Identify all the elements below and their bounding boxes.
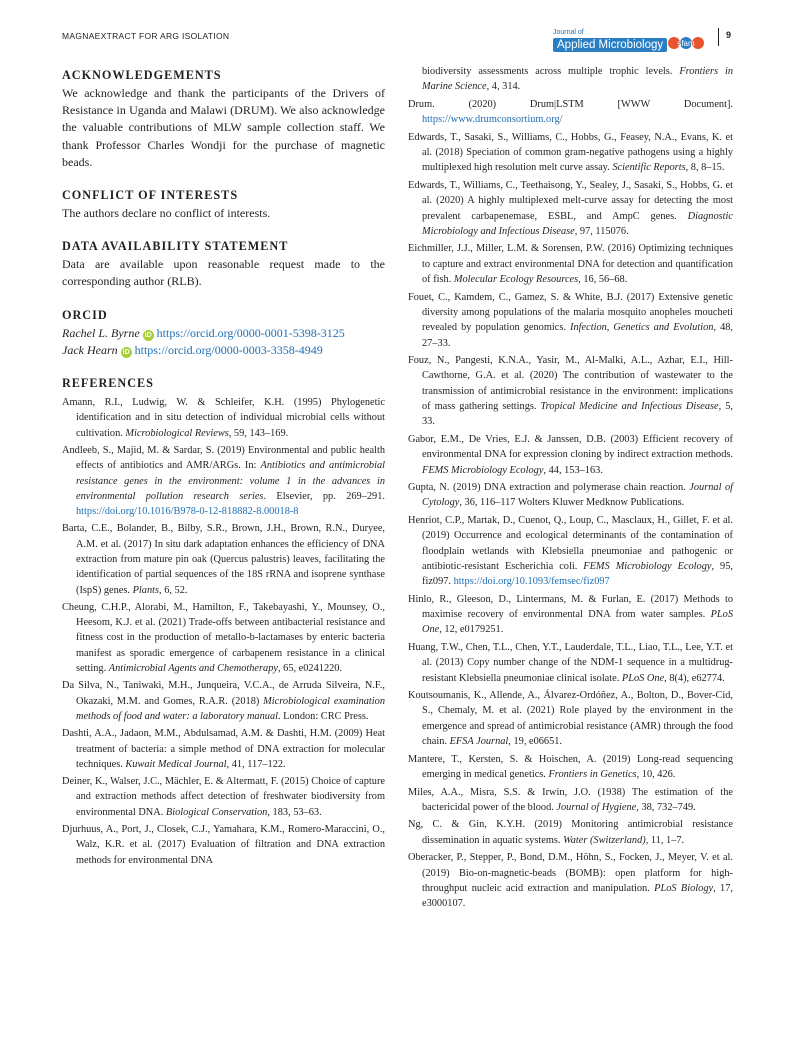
reference-item	[408, 817, 733, 848]
reference-details: , 95, fiz097.	[422, 560, 733, 588]
reference-details: , 48, 27–33.	[422, 322, 734, 349]
reference-item	[408, 592, 733, 638]
reference-journal: PLoS One	[621, 672, 665, 684]
reference-journal: Biological Conservation	[165, 806, 268, 818]
reference-item	[408, 640, 733, 686]
reference-link[interactable]: https://www.drumconsortium.org/	[422, 114, 563, 126]
reference-journal: Frontiers in Marine Science	[422, 66, 733, 93]
reference-text: Fouet, C., Kamdem, C., Gamez, S. & White, B.J. (2017) Extensive genetic diversity among populations of the malaria mosquito anopheles moucheti revealed by population genomics.	[408, 291, 733, 334]
references-heading: REFERENCES	[62, 376, 154, 391]
reference-text: Edwards, T., Williams, C., Teethaisong, Y., Sealey, J., Sasaki, S., Hobbs, G. et al. (2020) A highly multiplexed melt-curve assay for detecting the most prevalent carbapenemase, ESBL, and AmpC genes.	[408, 179, 733, 222]
reference-list-right	[408, 64, 733, 911]
reference-text: Eichmiller, J.J., Miller, L.M. & Sorensen, P.W. (2016) Optimizing techniques to capture and extract environmental DNA for detection and quantification of fish.	[408, 243, 733, 286]
journal-logo-small: Journal of	[553, 29, 584, 36]
reference-details: , 38, 732–749.	[636, 801, 696, 813]
reference-text: Da Silva, N., Taniwaki, M.H., Junqueira, V.C.A., de Arruda Silveira, N.F., Okazaki, M.M. and Gomes, R.A.R. (2018)	[62, 680, 385, 707]
reference-details: , 16, 56–68.	[578, 274, 628, 286]
reference-journal: Microbiological Reviews	[125, 427, 229, 439]
reference-link[interactable]: https://doi.org/10.1016/B978-0-12-818882-8.00018-8	[76, 506, 299, 518]
orcid-entry	[62, 342, 385, 359]
reference-text: Djurhuus, A., Port, J., Closek, C.J., Yamahara, K.M., Romero-Maraccini, O., Walz, K.R. et al. (2017) Evaluation of filtration and DNA extraction methods for environmental DNA	[62, 824, 385, 866]
reference-text: Koutsoumanis, K., Allende, A., Álvarez-Ordóñez, A., Bolton, D., Bover-Cid, S., Chemaly, M. et al. (2021) Role played by the environment in the emergence and spread of antimicrobial resistance (AMR) through the food chain.	[408, 690, 733, 748]
reference-details: . London: CRC Press.	[278, 710, 369, 722]
reference-journal: Frontiers in Genetics	[548, 768, 637, 780]
reference-item	[408, 353, 733, 429]
reference-item	[62, 395, 385, 441]
orcid-link[interactable]: https://orcid.org/0000-0001-5398-3125	[156, 325, 345, 340]
reference-text: Deiner, K., Walser, J.C., Mächler, E. & Altermatt, F. (2015) Choice of capture and extraction methods affect detection of freshwater biodiversity from environmental DNA.	[62, 776, 385, 818]
reference-item	[62, 521, 385, 597]
reference-text: Amann, R.I., Ludwig, W. & Schleifer, K.H. (1995) Phylogenetic identification and in situ detection of individual microbial cells without cultivation.	[62, 397, 385, 439]
orcid-link[interactable]: https://orcid.org/0000-0003-3358-4949	[134, 342, 323, 357]
reference-item	[408, 513, 733, 589]
reference-text: Henriot, C.P., Martak, D., Cuenot, Q., Loup, C., Masclaux, H., Gillet, F. et al. (2019) Occurrence and ecological determinants of the contamination of floodplain wetlands with Klebsiella pneumoniae and pathogenic or antibiotic-resistant Escherichia coli.	[408, 514, 733, 572]
reference-item	[62, 678, 385, 724]
orcid-icon: iD	[144, 331, 152, 339]
sfam-logo-icon	[667, 31, 705, 55]
orcid-heading: ORCID	[62, 307, 108, 322]
reference-journal: PLoS Biology	[654, 882, 714, 894]
orcid-entry	[62, 325, 385, 342]
data-availability-text: Data are available upon reasonable request made to the corresponding author (RLB).	[62, 257, 385, 289]
reference-details: , 41, 117–122.	[226, 758, 286, 770]
reference-details: , 11, 1–7.	[645, 834, 685, 846]
reference-details: . Elsevier, pp. 269–291.	[263, 490, 385, 502]
reference-item	[408, 432, 733, 478]
reference-details: , 5, 33.	[422, 401, 733, 428]
reference-details: , 4, 314.	[486, 81, 521, 93]
reference-text: Barta, C.E., Bolander, B., Bilby, S.R., Brown, J.H., Brown, R.N., Duryee, A.M. et al. (2017) In situ dark adaptation enhances the efficiency of DNA extraction from mature pin oak (Quercus palustris) leaves, facilitating the identification of partial sequences of the 18S rRNA and isoprene synthase (IspS) genes.	[62, 523, 385, 596]
reference-journal: PLoS One	[422, 609, 733, 636]
data-availability-heading: DATA AVAILABILITY STATEMENT	[62, 239, 289, 254]
reference-item	[408, 785, 733, 816]
reference-journal: Tropical Medicine and Infectious Disease	[540, 401, 719, 413]
reference-text: Dashti, A.A., Jadaon, M.M., Abdulsamad, A.M. & Dashti, H.M. (2009) Heat treatment of bacteria: a simple method of DNA extraction for molecular techniques.	[62, 728, 385, 770]
reference-text: Drum. (2020) Drum|LSTM [WWW Document].	[408, 98, 733, 110]
reference-text: biodiversity assessments across multiple trophic levels.	[422, 66, 680, 77]
reference-details: , 44, 153–163.	[543, 464, 603, 476]
reference-details: , 183, 53–63.	[267, 806, 322, 818]
reference-details: , 6, 52.	[159, 584, 188, 596]
reference-text: Huang, T.W., Chen, T.L., Chen, Y.T., Lauderdale, T.L., Liao, T.L., Lee, Y.T. et al. (2013) Copy number change of the NDM-1 sequence in a multidrug-resistant Klebsiella pneumoniae clinical isolate.	[408, 641, 733, 684]
reference-details: , 10, 426.	[636, 768, 676, 780]
reference-item	[408, 850, 733, 911]
left-column	[62, 67, 385, 870]
reference-item	[62, 600, 385, 676]
reference-details: , 8, 8–15.	[685, 162, 725, 174]
running-title: MAGNAEXTRACT FOR ARG ISOLATION	[62, 31, 230, 41]
reference-link[interactable]: https://doi.org/10.1093/femsec/fiz097	[453, 576, 610, 588]
reference-text: Edwards, T., Sasaki, S., Williams, C., Hobbs, G., Feasey, N.A., Evans, K. et al. (2018) Speciation of common gram-negative pathogens using a highly multiplexed high resolution melt curve assay.	[408, 131, 733, 174]
reference-text: Mantere, T., Kersten, S. & Hoischen, A. (2019) Long-read sequencing emerging in medical genetics.	[408, 753, 733, 780]
reference-journal: Molecular Ecology Resources	[453, 274, 579, 286]
conflict-text: The authors declare no conflict of interests.	[62, 206, 271, 221]
reference-item	[408, 290, 733, 351]
reference-item	[408, 178, 733, 239]
orcid-icon: iD	[122, 348, 130, 356]
reference-journal: Plants	[132, 584, 160, 596]
reference-text: Oberacker, P., Stepper, P., Bond, D.M., Höhn, S., Focken, J., Meyer, V. et al. (2019) Bio-on-magnetic-beads (BOMB): open platform for high-throughput nucleic acid extraction and manipulation.	[408, 852, 733, 894]
reference-item	[408, 752, 733, 783]
reference-continuation	[408, 64, 733, 95]
reference-journal: Journal of Cytology	[422, 482, 734, 509]
orcid-author-name: Rachel L. Byrne	[62, 325, 140, 340]
sfam-logo-text: sfam	[677, 39, 695, 48]
reference-details: , 97, 115076.	[574, 225, 629, 237]
journal-logo[interactable]	[549, 27, 709, 57]
reference-details: , 36, 116–117 Wolters Kluwer Medknow Publications.	[459, 497, 685, 509]
reference-text: Andleeb, S., Majid, M. & Sardar, S. (2019) Environmental and public health effects of antibiotics and AMR/ARGs. In:	[62, 444, 385, 472]
reference-text: Gupta, N. (2019) DNA extraction and polymerase chain reaction.	[408, 482, 690, 494]
reference-journal: Diagnostic Microbiology and Infectious Disease	[422, 210, 733, 237]
reference-text: Cheung, C.H.P., Alorabi, M., Hamilton, F., Takebayashi, Y., Mounsey, O., Heesom, K.J. et al. (2021) Trade-offs between antibacterial resistance and fitness cost in the production of metallo-b-lactamases by enteric bacteria manifest as sporadic emergence of carbapenem resistance in a clinical setting.	[62, 601, 385, 675]
journal-logo-title: Applied Microbiology	[553, 38, 667, 52]
reference-item	[62, 443, 385, 519]
reference-item	[408, 241, 733, 287]
reference-journal: Antimicrobial Agents and Chemotherapy	[108, 663, 278, 675]
acknowledgements-text: We acknowledge and thank the participants of the Drivers of Resistance in Uganda and Malawi (DRUM). We also acknowledge the valuable contributions of MLW sample collection staff. We thank Professor Charles Wondji for the purchase of magnetic beads.	[62, 86, 385, 169]
reference-journal: Kuwait Medical Journal	[125, 758, 227, 770]
reference-journal: Infection, Genetics and Evolution	[570, 322, 714, 334]
reference-list-left	[62, 395, 385, 868]
reference-item	[62, 774, 385, 820]
reference-journal: Microbiological examination methods of food and water: a laboratory manual	[76, 695, 385, 722]
reference-details: , 17, e3000107.	[422, 882, 733, 910]
reference-details: , 19, e06651.	[508, 736, 563, 748]
header-divider	[718, 28, 719, 46]
reference-journal: Journal of Hygiene	[556, 801, 637, 813]
reference-text: Gabor, E.M., De Vries, E.J. & Janssen, D.B. (2003) Efficient recovery of environmental DNA for expression cloning by indirect extraction methods.	[408, 433, 733, 461]
page-number: 9	[726, 30, 732, 40]
right-column	[408, 60, 733, 914]
reference-item	[408, 130, 733, 176]
reference-item	[408, 97, 733, 128]
reference-details: , 59, 143–169.	[228, 427, 289, 439]
reference-journal: FEMS Microbiology Ecology	[422, 464, 544, 476]
reference-journal: FEMS Microbiology Ecology	[583, 560, 712, 572]
reference-text: Ng, C. & Gin, K.Y.H. (2019) Monitoring antimicrobial resistance dissemination in aquatic systems.	[408, 819, 733, 846]
reference-item	[408, 688, 733, 749]
reference-details: , 12, e0179251.	[439, 624, 504, 636]
orcid-author-name: Jack Hearn	[62, 342, 118, 357]
reference-journal: Antibiotics and antimicrobial resistance genes in the environment: volume 1 in the advances in environmental pollution research series	[76, 460, 385, 502]
reference-item	[408, 480, 733, 511]
reference-details: , 65, e0241220.	[277, 663, 343, 675]
reference-details: , 8(4), e62774.	[664, 672, 725, 684]
reference-text: Hinlo, R., Gleeson, D., Lintermans, M. & Furlan, E. (2017) Methods to maximise recovery of environmental DNA from water samples.	[408, 593, 733, 621]
reference-text: Fouz, N., Pangesti, K.N.A., Yasir, M., Al-Malki, A.L., Azhar, E.I., Hill-Cawthorne, G.A. et al. (2020) The contribution of wastewater to the transmission of antimicrobial resistance in the environment: implications of mass gathering settings.	[408, 355, 733, 413]
reference-item	[62, 726, 385, 772]
reference-text: Miles, A.A., Misra, S.S. & Irwin, J.O. (1938) The estimation of the bactericidal power of the blood.	[408, 786, 733, 813]
conflict-heading: CONFLICT OF INTERESTS	[62, 188, 239, 203]
reference-journal: Scientific Reports	[612, 162, 686, 174]
reference-journal: Water (Switzerland)	[563, 834, 646, 846]
reference-item	[62, 822, 385, 868]
reference-journal: EFSA Journal	[449, 736, 509, 748]
acknowledgements-heading: ACKNOWLEDGEMENTS	[62, 68, 222, 82]
